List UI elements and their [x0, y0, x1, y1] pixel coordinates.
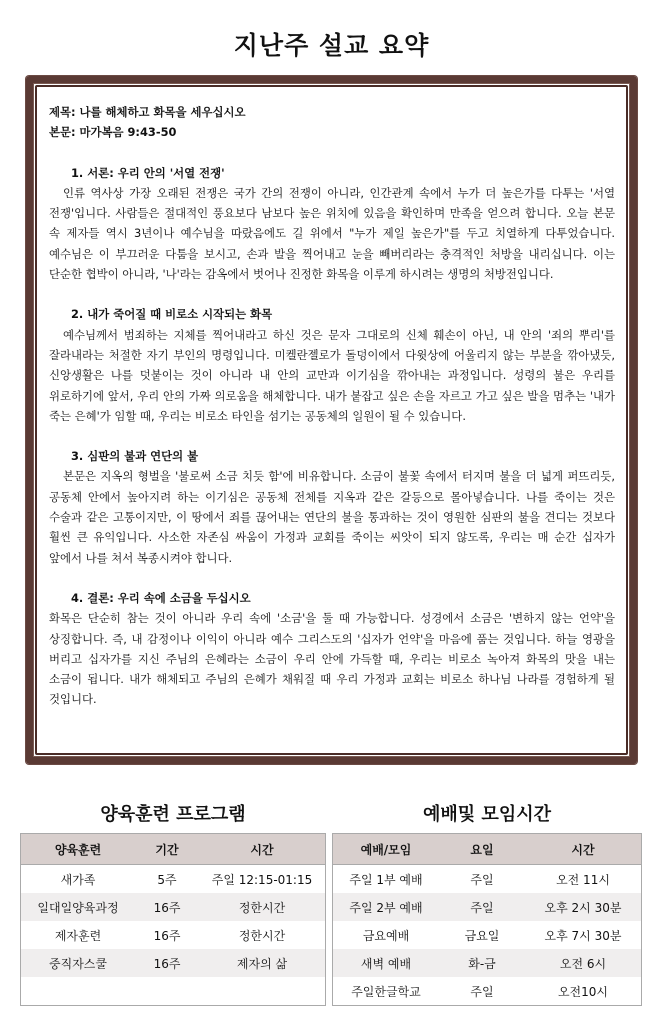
section-2-heading: 2. 내가 죽어질 때 비로소 시작되는 화목 [71, 307, 273, 322]
training-header-period: 기간 [135, 834, 199, 865]
worship-cell: 금요예배 [362, 928, 410, 943]
training-cell: 일대일양육과정 [21, 893, 136, 921]
worship-header-service: 예배/모임 [333, 834, 440, 865]
worship-title: 예배및 모임시간 [423, 804, 551, 825]
section-3-body: 본문은 지옥의 형벌을 '불로써 소금 치듯 함'에 비유합니다. 소금이 불꽃 속에서 터지며 불을 더 넓게 퍼뜨리듯, 공동체 안에서 높아지려 하는 이기심은 공동체 전체를 지옥과 같은 갈등으로 몰아넣습니다. 나를 죽이는 것은 수술과 같은 고통이지만, 이 땅에서 죄를 끊어내는 연단의 불을 통과하는 것이 영원한 심판의 불을 견디는 것보다 훨씬 큰 유익입니다. 사소한 자존심 싸움이 가정과 교회를 죽이는 씨앗이 되지 않도록, 우리는 매 순간 십자가 앞에서 나를 쳐서 복종시켜야 합니다. [49, 469, 615, 565]
worship-cell: 오전10시 [557, 984, 609, 999]
training-cell: 정한시간 [199, 893, 326, 921]
section-3-heading: 3. 심판의 불과 연단의 불 [71, 449, 199, 464]
worship-cell: 주일 [470, 984, 494, 999]
training-header-program: 양육훈련 [21, 834, 136, 865]
table-row [333, 865, 642, 894]
training-cell: 16주 [135, 893, 199, 921]
section-1-body: 인류 역사상 가장 오래된 전쟁은 국가 간의 전쟁이 아니라, 인간관계 속에서 누가 더 높은가를 다투는 '서열 전쟁'입니다. 사람들은 절대적인 풍요보다 남보다 높은 위치에 있음을 확인하며 만족을 얻으려 합니다. 오늘 본문 속 제자들 역시 3년이나 예수님을 따랐음에도 길 위에서 "누가 제일 높은가"를 두고 치열하게 다투었습니다. 예수님은 이 부끄러운 다툼을 보시고, 손과 발을 찍어내고 눈을 빼버리라는 충격적인 처방을 내리십니다. 이는 단순한 협박이 아니라, '나'라는 감옥에서 벗어나 진정한 화목을 이루게 하시려는 생명의 처방전입니다. [49, 185, 615, 282]
training-cell: 새가족 [60, 872, 96, 887]
training-title: 양육훈련 프로그램 [100, 804, 246, 825]
worship-cell: 오후 7시 30분 [544, 928, 622, 943]
worship-cell: 오전 11시 [556, 872, 610, 887]
worship-cell: 새벽 예배 [333, 949, 440, 977]
table-row [333, 977, 642, 1006]
worship-cell: 주일 [439, 893, 525, 921]
worship-cell: 주일 [470, 872, 494, 887]
worship-cell: 금요일 [464, 928, 500, 943]
table-row [333, 893, 642, 921]
table-row [21, 865, 326, 894]
worship-cell: 오전 6시 [525, 949, 642, 977]
training-header-time: 시간 [199, 834, 326, 865]
section-4-body: 화목은 단순히 참는 것이 아니라 우리 속에 '소금'을 둘 때 가능합니다. 성경에서 소금은 '변하지 않는 언약'을 상징합니다. 즉, 내 감정이나 이익이 아니라 예수 그리스도의 '십자가 언약'을 마음에 품는 것입니다. 하늘 영광을 버리고 십자가를 지신 주님의 은혜라는 소금이 우리 안에 가득할 때, 우리는 비로소 녹아져 화목의 맛을 내는 소금이 됩니다. 내가 해체되고 주님의 은혜가 채워질 때 우리 가정과 교회는 비로소 하나님 나라를 경험하게 될 것입니다. [49, 611, 615, 707]
training-cell: 16주 [153, 928, 181, 943]
sermon-summary [49, 102, 615, 710]
section-2-body: 예수님께서 범죄하는 지체를 찍어내라고 하신 것은 문자 그대로의 신체 훼손이 아닌, 내 안의 '죄의 뿌리'를 잘라내라는 처절한 자기 부인의 명령입니다. 미켈란젤로가 돌덩이에서 다윗상에 어울리지 않는 부분을 깎아냈듯, 신앙생활은 나를 덧붙이는 것이 아니라 내 안의 교만과 이기심을 깎아내는 과정입니다. 성령의 불은 우리를 위로하기에 앞서, 우리 안의 가짜 의로움을 해체합니다. 내가 붙잡고 싶은 손을 자르고 가고 싶은 발을 멈추는 '내가 죽는 은혜'가 임할 때, 우리는 비로소 타인을 섬기는 공동체의 일원이 될 수 있습니다. [49, 327, 615, 423]
table-row [21, 893, 326, 921]
training-cell: 5주 [157, 872, 177, 887]
worship-header-day: 요일 [439, 834, 525, 865]
table-row [333, 921, 642, 949]
training-cell: 주일 12:15-01:15 [211, 872, 313, 887]
page-title: 지난주 설교 요약 [233, 31, 430, 60]
worship-cell: 주일 2부 예배 [333, 893, 440, 921]
worship-cell: 주일한글학교 [351, 984, 421, 999]
sermon-passage: 본문: 마가복음 9:43-50 [49, 125, 177, 140]
section-4-heading: 4. 결론: 우리 속에 소금을 두십시오 [71, 590, 251, 605]
training-cell: 16주 [135, 949, 199, 977]
sermon-title: 제목: 나를 해체하고 화목을 세우십시오 [49, 105, 246, 119]
worship-cell: 주일 1부 예배 [349, 872, 423, 887]
worship-header-time: 시간 [525, 834, 642, 865]
section-1-heading: 1. 서론: 우리 안의 '서열 전쟁' [71, 165, 225, 180]
training-cell: 정한시간 [238, 928, 286, 943]
table-row [21, 949, 326, 977]
table-row [333, 949, 642, 977]
worship-cell: 화-금 [439, 949, 525, 977]
training-table [20, 833, 326, 1006]
worship-table [332, 833, 642, 1006]
training-cell: 제자의 삶 [199, 949, 326, 977]
table-row [21, 977, 326, 1006]
training-cell: 중직자스쿨 [21, 949, 136, 977]
worship-cell: 오후 2시 30분 [525, 893, 642, 921]
table-row [21, 921, 326, 949]
training-cell: 제자훈련 [54, 928, 102, 943]
